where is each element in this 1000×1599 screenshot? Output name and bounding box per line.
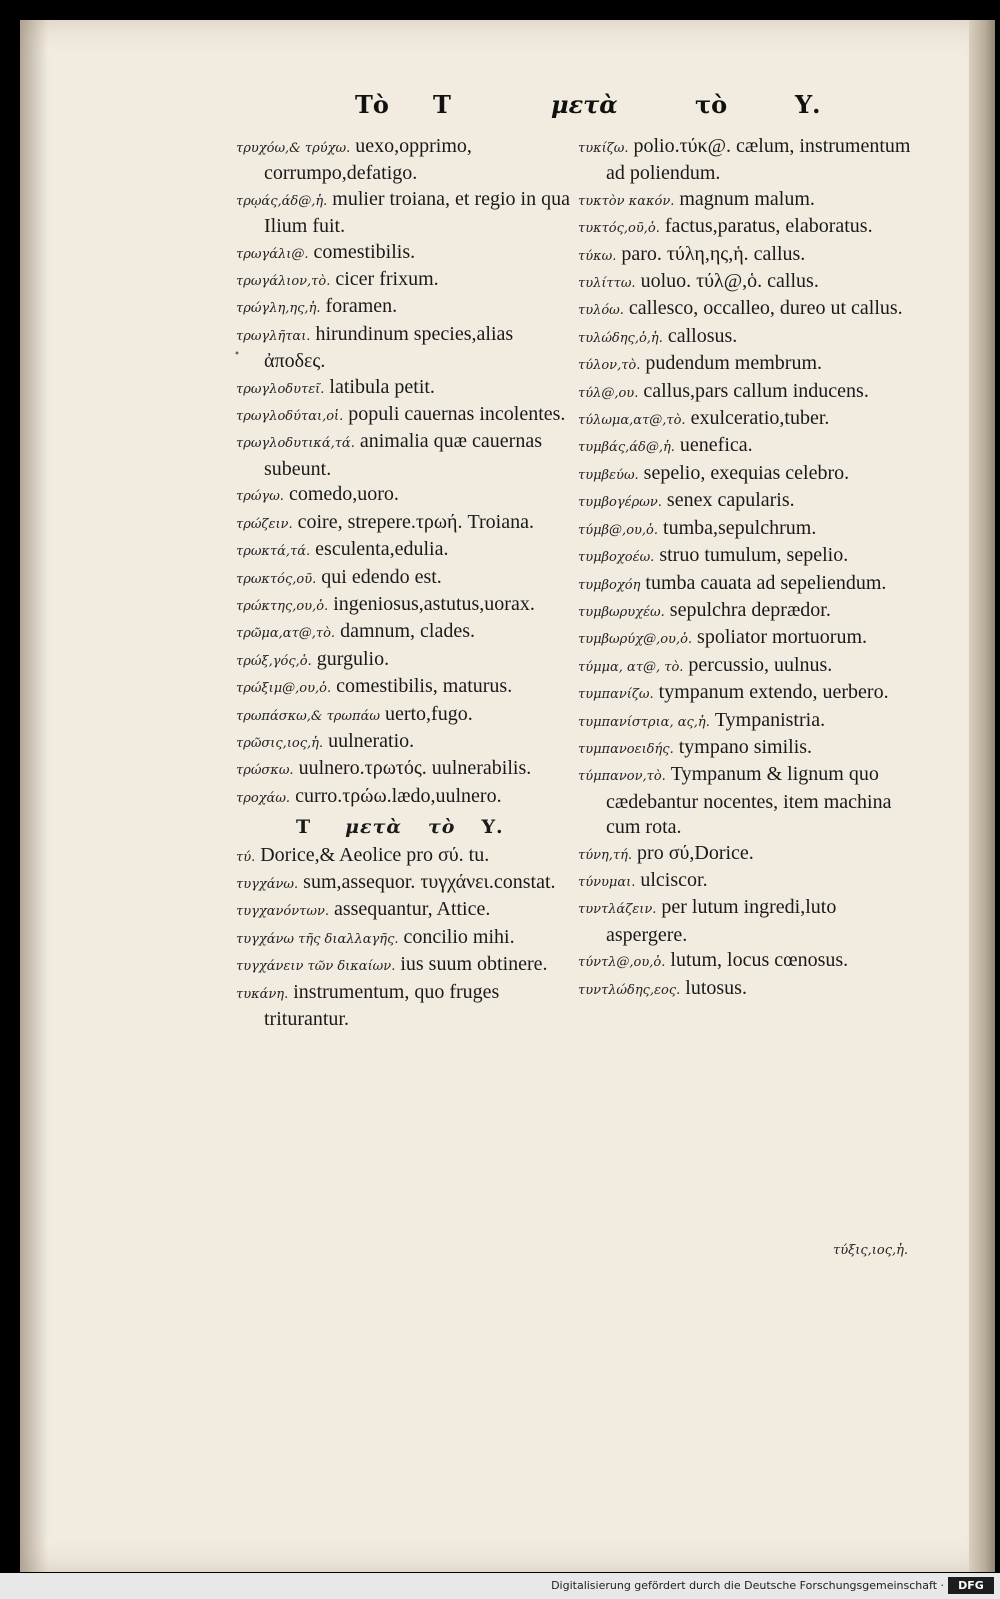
greek-headword: τύλ@,ου. (578, 385, 639, 401)
latin-gloss: foramen. (325, 295, 398, 318)
latin-gloss: uulneratio. (328, 729, 415, 752)
greek-headword: τυμβωρύχ@,ου,ὁ. (578, 632, 693, 648)
latin-gloss: uexo,opprimo, corrumpo,defatigo. (264, 135, 472, 185)
dictionary-entry (578, 680, 918, 707)
page-edge (969, 20, 995, 1572)
greek-headword: τυμπανοειδής. (578, 741, 674, 757)
greek-headword: τύκω. (578, 248, 617, 264)
margin-mark: • (234, 349, 240, 360)
dictionary-entry (236, 980, 576, 1033)
dictionary-entry (578, 433, 918, 460)
greek-headword: τυγχάνειν τῶν δικαίων. (236, 959, 396, 975)
latin-gloss: per lutum ingredi,luto aspergere. (606, 896, 837, 946)
latin-gloss: qui edendo est. (321, 565, 442, 588)
greek-headword: τύ. (236, 849, 256, 865)
latin-gloss: concilio mihi. (403, 925, 515, 948)
greek-headword: τρωκτός,οῦ. (236, 571, 317, 587)
latin-gloss: tumba cauata ad sepeliendum. (645, 571, 887, 594)
dictionary-entry (578, 214, 918, 241)
greek-headword: τρωγλοδυτικά,τά. (236, 436, 355, 452)
latin-gloss: comedo,uoro. (288, 483, 399, 506)
latin-gloss: tympanum extendo, uerbero. (658, 681, 889, 704)
dictionary-entry (236, 510, 576, 537)
dictionary-entry (236, 402, 576, 429)
dictionary-entry (578, 134, 918, 187)
dictionary-entry (236, 619, 576, 646)
dictionary-entry (578, 406, 918, 433)
dictionary-entry (578, 895, 918, 948)
greek-headword: τυγχάνω τῆς διαλλαγῆς. (236, 931, 399, 947)
dictionary-entry (578, 187, 918, 214)
header-right-letter: Υ. (795, 90, 821, 119)
greek-headword: τρώκτης,ου,ὁ. (236, 598, 329, 614)
latin-gloss: struo tumulum, sepelio. (659, 544, 849, 567)
greek-headword: τύλωμα,ατ@,τὸ. (578, 413, 686, 429)
latin-gloss: ulciscor. (640, 868, 708, 891)
latin-gloss: coire, strepere.τρωή. Troiana. (297, 510, 534, 533)
latin-gloss: populi cauernas incolentes. (348, 403, 566, 426)
greek-headword: τυγχάνω. (236, 876, 299, 892)
latin-gloss: sepelio, exequias celebro. (643, 461, 850, 484)
latin-gloss: curro.τρώω.lædo,uulnero. (295, 784, 502, 807)
latin-gloss: ius suum obtinere. (400, 953, 548, 976)
latin-gloss: percussio, uulnus. (688, 653, 833, 676)
latin-gloss: exulceratio,tuber. (690, 407, 830, 430)
greek-headword: τρώζειν. (236, 516, 293, 532)
dictionary-entry (578, 735, 918, 762)
latin-gloss: lutosus. (685, 976, 747, 999)
latin-gloss: tympano similis. (678, 735, 813, 758)
greek-headword: τύμβ@,ου,ὁ. (578, 522, 659, 538)
dictionary-entry (236, 322, 576, 375)
latin-gloss: pro σύ,Dorice. (637, 841, 754, 864)
dictionary-entry (236, 952, 576, 979)
greek-headword: τυκάνη. (236, 986, 289, 1002)
header-left-small: Τὸ (355, 90, 389, 119)
footer-credit: Digitalisierung gefördert durch die Deutsche Forschungsgemeinschaft · (551, 1579, 944, 1592)
greek-headword: τυμβωρυχέω. (578, 604, 665, 620)
greek-headword: τρώγλη,ης,ἡ. (236, 301, 321, 317)
latin-gloss: senex capularis. (666, 489, 795, 512)
latin-gloss: Dorice,& Aeolice pro σύ. tu. (260, 843, 490, 866)
latin-gloss: spoliator mortuorum. (697, 626, 868, 649)
greek-headword: τρώσκω. (236, 763, 294, 779)
greek-headword: τρῶσις,ιος,ἡ. (236, 735, 324, 751)
greek-headword: τύντλ@,ου,ὁ. (578, 955, 666, 971)
latin-gloss: gurgulio. (316, 647, 390, 670)
dictionary-entry (578, 543, 918, 570)
subheading-part: Υ. (481, 816, 504, 839)
latin-gloss: factus,paratus, elaboratus. (664, 215, 873, 238)
greek-headword: τρωγλῆται. (236, 328, 311, 344)
right-column (578, 134, 918, 1003)
greek-headword: τρωγλοδύται,οἱ. (236, 409, 344, 425)
dictionary-entry (236, 294, 576, 321)
subheading-part: Τ (296, 816, 312, 839)
latin-gloss: hirundinum species,alias ἀποδες. (264, 322, 514, 373)
greek-headword: τρωπάσκω,& τρωπάω (236, 708, 380, 724)
greek-headword: τρωγάλιον,τὸ. (236, 274, 331, 290)
greek-headword: τυκτὸν κακόν. (578, 193, 675, 209)
dictionary-entry (236, 134, 576, 187)
section-subheading (236, 815, 576, 840)
subheading-part: τὸ (428, 816, 456, 839)
latin-gloss: uulnero.τρωτός. uulnerabilis. (298, 757, 532, 780)
latin-gloss: Tympanum & lignum quo cædebantur nocentes, item machina cum rota. (606, 763, 892, 839)
greek-headword: τρυχόω,& τρύχω. (236, 141, 351, 156)
dictionary-entry (578, 625, 918, 652)
dictionary-entry (578, 269, 918, 296)
gutter-shadow (20, 20, 48, 1572)
latin-gloss: magnum malum. (679, 187, 815, 210)
latin-gloss: cicer frixum. (335, 268, 439, 291)
dictionary-entry (236, 870, 576, 897)
greek-headword: τυμβεύω. (578, 467, 639, 483)
latin-gloss: polio.τύκ@. cælum, instrumentum ad poliendum. (606, 135, 911, 185)
greek-headword: τρωγλοδυτεῖ. (236, 381, 325, 397)
dictionary-entry (236, 565, 576, 592)
greek-headword: τρῳάς,άδ@,ἡ. (236, 193, 328, 209)
latin-gloss: uenefica. (679, 434, 753, 457)
catchword: τύξις,ιος,ἡ. (833, 1243, 909, 1258)
dictionary-entry (578, 841, 918, 868)
greek-headword: τυκτός,οῦ,ὁ. (578, 221, 660, 237)
greek-headword: τύμμα, ατ@, τὸ. (578, 659, 684, 675)
dictionary-entry (578, 948, 918, 975)
latin-gloss: sum,assequor. τυγχάνει.constat. (303, 870, 556, 893)
dictionary-entry (578, 976, 918, 1003)
greek-headword: τυγχανόντων. (236, 904, 329, 920)
latin-gloss: pudendum membrum. (645, 352, 822, 375)
dictionary-entry (236, 375, 576, 402)
dictionary-entry (236, 187, 576, 240)
dictionary-entry (578, 762, 918, 840)
latin-gloss: callosus. (667, 324, 738, 347)
latin-gloss: paro. τύλη,ης,ἡ. callus. (621, 242, 806, 265)
dictionary-entry (236, 482, 576, 509)
latin-gloss: uerto,fugo. (384, 702, 473, 725)
dictionary-entry (236, 429, 576, 482)
greek-headword: τύνη,τή. (578, 847, 633, 863)
greek-headword: τυμπανίστρια, ας,ἡ. (578, 714, 710, 730)
dictionary-entry (578, 868, 918, 895)
footer-bar (0, 1573, 1000, 1599)
greek-headword: τύνυμαι. (578, 874, 636, 890)
latin-gloss: damnum, clades. (340, 620, 476, 643)
latin-gloss: Tympanistria. (714, 708, 826, 731)
dictionary-entry (236, 925, 576, 952)
greek-headword: τροχάω. (236, 790, 291, 806)
header-left-letter: Τ (433, 90, 451, 119)
greek-headword: τυλίττω. (578, 276, 636, 292)
dictionary-entry (236, 756, 576, 783)
latin-gloss: callesco, occalleo, dureo ut callus. (628, 297, 903, 320)
dictionary-entry (236, 784, 576, 811)
dictionary-entry (236, 267, 576, 294)
dictionary-entry (578, 351, 918, 378)
dictionary-entry (578, 653, 918, 680)
dictionary-entry (578, 708, 918, 735)
greek-headword: τυντλώδης,εος. (578, 982, 681, 998)
dictionary-entry (578, 379, 918, 406)
greek-headword: τυμβάς,άδ@,ἡ. (578, 440, 675, 456)
greek-headword: τρώξιμ@,ου,ὁ. (236, 681, 332, 697)
greek-headword: τύλον,τὸ. (578, 358, 641, 374)
greek-headword: τρωγάλι@. (236, 246, 309, 262)
greek-headword: τρώγω. (236, 489, 284, 505)
greek-headword: τυντλάζειν. (578, 902, 657, 918)
subheading-part: μετὰ (345, 816, 403, 839)
dictionary-entry (236, 647, 576, 674)
dictionary-entry (578, 516, 918, 543)
running-header (355, 90, 835, 126)
greek-headword: τυλόω. (578, 303, 624, 319)
header-right-small: τὸ (695, 90, 728, 119)
dictionary-entry (578, 324, 918, 351)
dictionary-entry (578, 296, 918, 323)
dictionary-entry (236, 729, 576, 756)
latin-gloss: callus,pars callum inducens. (643, 379, 869, 402)
dictionary-entry (236, 537, 576, 564)
dictionary-entry (236, 674, 576, 701)
dictionary-entry (236, 592, 576, 619)
latin-gloss: instrumentum, quo fruges triturantur. (264, 980, 500, 1030)
greek-headword: τυκίζω. (578, 141, 629, 156)
latin-gloss: ingeniosus,astutus,uorax. (333, 592, 535, 615)
latin-gloss: comestibilis, maturus. (336, 675, 513, 698)
left-column (236, 134, 576, 1032)
greek-headword: τυμβογέρων. (578, 495, 662, 511)
greek-headword: τρῶμα,ατ@,τὸ. (236, 626, 336, 642)
latin-gloss: mulier troiana, et regio in qua Ilium fuit. (264, 187, 570, 238)
latin-gloss: latibula petit. (329, 375, 435, 398)
greek-headword: τύμπανον,τὸ. (578, 769, 666, 785)
latin-gloss: tumba,sepulchrum. (663, 516, 817, 539)
greek-headword: τυμπανίζω. (578, 687, 654, 703)
dictionary-entry (236, 702, 576, 729)
dictionary-entry (578, 571, 918, 598)
dictionary-entry (236, 240, 576, 267)
dictionary-entry (578, 488, 918, 515)
dictionary-entry (236, 897, 576, 924)
latin-gloss: uoluo. τύλ@,ὁ. callus. (640, 270, 819, 293)
dictionary-entry (578, 242, 918, 269)
dictionary-entry (578, 598, 918, 625)
dictionary-entry (578, 461, 918, 488)
greek-headword: τρώξ,γός,ὁ. (236, 653, 312, 669)
greek-headword: τυμβοχόη (578, 577, 641, 593)
latin-gloss: esculenta,edulia. (315, 538, 449, 561)
header-middle: μετὰ (551, 90, 618, 119)
latin-gloss: sepulchra deprædor. (669, 598, 831, 621)
latin-gloss: assequantur, Attice. (333, 898, 491, 921)
latin-gloss: animalia quæ cauernas subeunt. (264, 430, 542, 480)
latin-gloss: comestibilis. (313, 240, 416, 263)
dfg-logo: DFG (948, 1577, 994, 1594)
dictionary-entry (236, 843, 576, 870)
latin-gloss: lutum, locus cœnosus. (670, 949, 849, 972)
greek-headword: τρωκτά,τά. (236, 544, 311, 560)
greek-headword: τυλώδης,ὁ,ἡ. (578, 330, 663, 346)
greek-headword: τυμβοχοέω. (578, 550, 655, 566)
